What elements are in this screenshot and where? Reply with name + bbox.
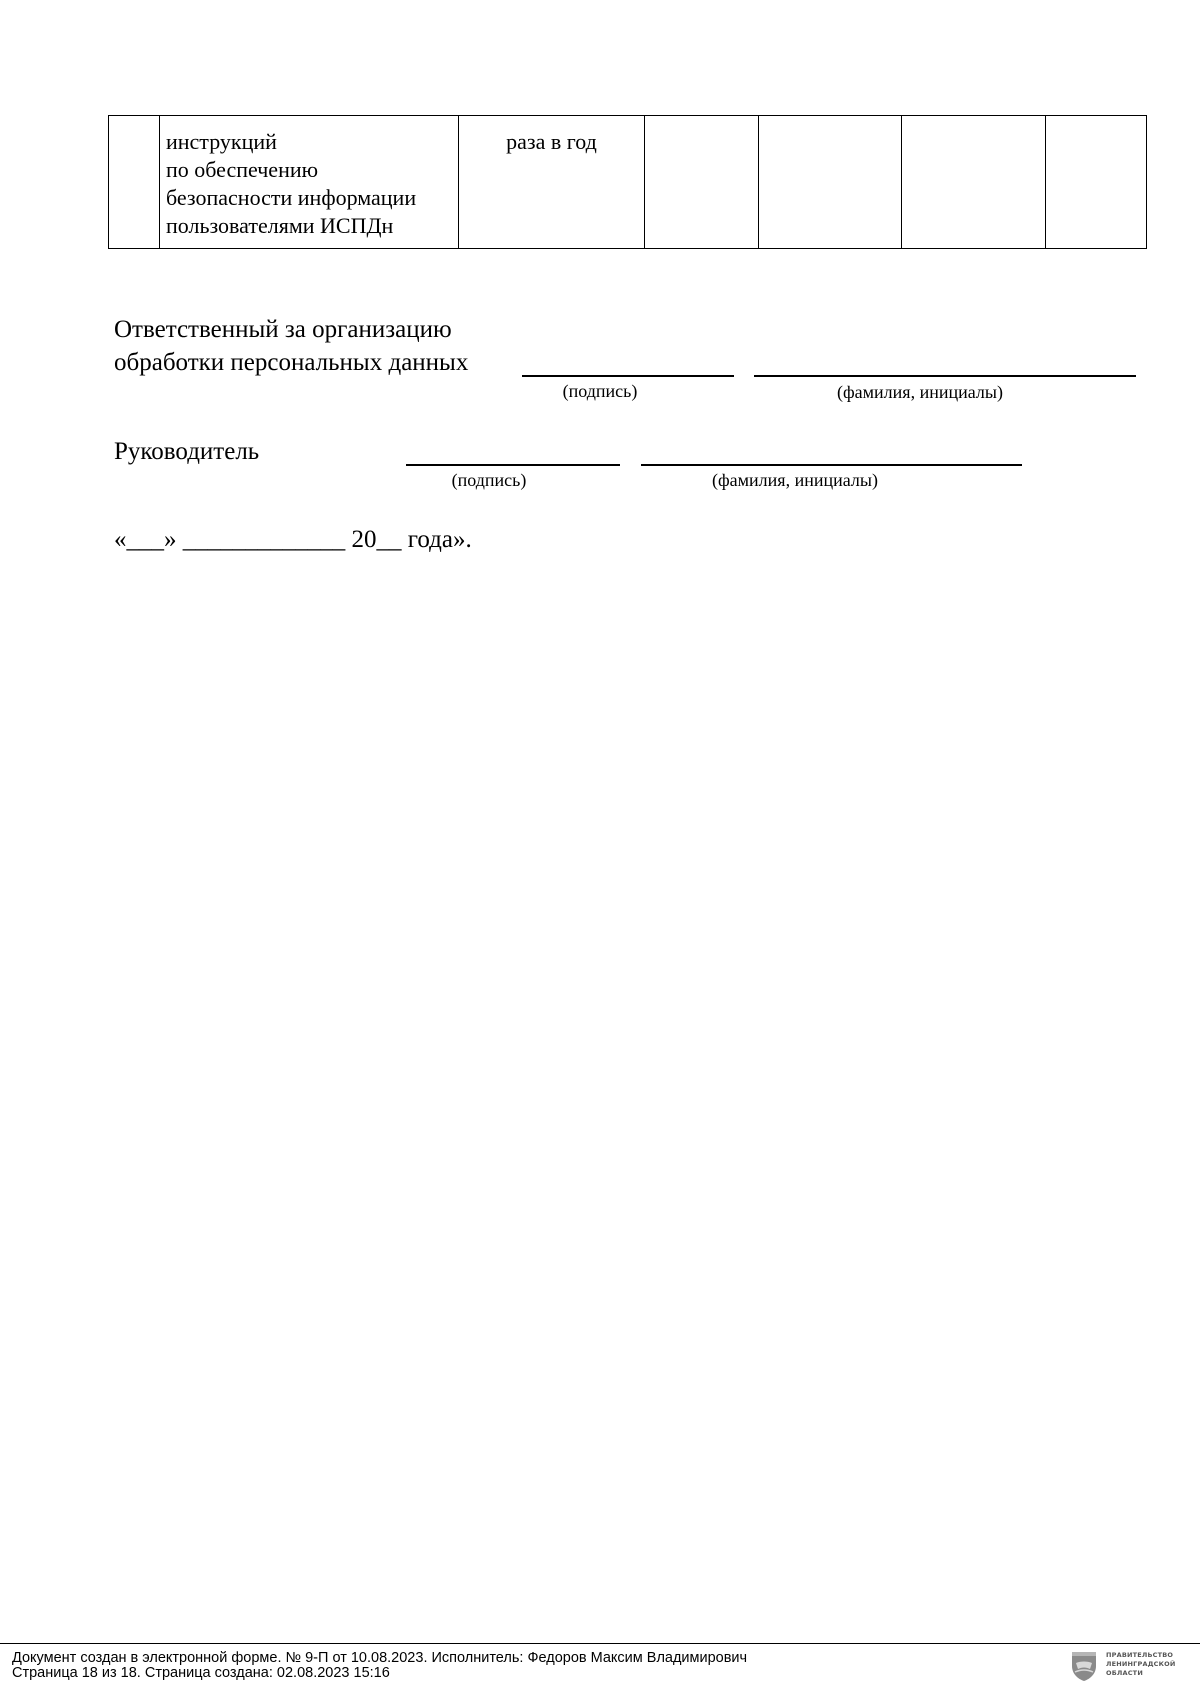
table-cell: [902, 116, 1046, 249]
table-cell: [645, 116, 759, 249]
head-name-line: [641, 464, 1022, 466]
measures-table: [108, 115, 1147, 249]
head-name-caption: (фамилия, инициалы): [712, 470, 878, 490]
responsible-name-line: [754, 375, 1136, 377]
footer-divider: [0, 1643, 1200, 1644]
footer-document-info: Документ создан в электронной форме. № 9-П от 10.08.2023. Исполнитель: Федоров Максим Владимирович: [12, 1650, 748, 1666]
table-cell: [1046, 116, 1147, 249]
table-row: [109, 116, 1147, 249]
responsible-signature-caption: (подпись): [562, 381, 638, 401]
responsible-name-caption: (фамилия, инициалы): [837, 382, 1003, 402]
head-label: Руководитель: [114, 438, 260, 465]
responsible-signature-line: [522, 375, 734, 377]
government-logo: [1070, 1650, 1200, 1684]
date-line: «___» _____________ 20__ года».: [114, 526, 472, 553]
responsible-label-line2: обработки персональных данных: [114, 349, 469, 376]
row-number-cell: [109, 116, 160, 249]
measure-description-cell: инструкций по обеспечению безопасности информации пользователями ИСПДн: [160, 116, 459, 249]
coat-of-arms-icon: [1070, 1650, 1098, 1682]
logo-text-line: ОБЛАСТИ: [1106, 1669, 1143, 1677]
logo-text: [1106, 1651, 1176, 1678]
frequency-cell: раза в год: [459, 116, 645, 249]
responsible-label-line1: Ответственный за организацию: [114, 316, 452, 343]
table-cell: [759, 116, 902, 249]
head-signature-line: [406, 464, 620, 466]
logo-text-line: ЛЕНИНГРАДСКОЙ: [1106, 1660, 1176, 1668]
head-signature-caption: (подпись): [451, 470, 527, 490]
footer-page-info: Страница 18 из 18. Страница создана: 02.08.2023 15:16: [12, 1665, 390, 1681]
logo-text-line: ПРАВИТЕЛЬСТВО: [1106, 1651, 1174, 1659]
